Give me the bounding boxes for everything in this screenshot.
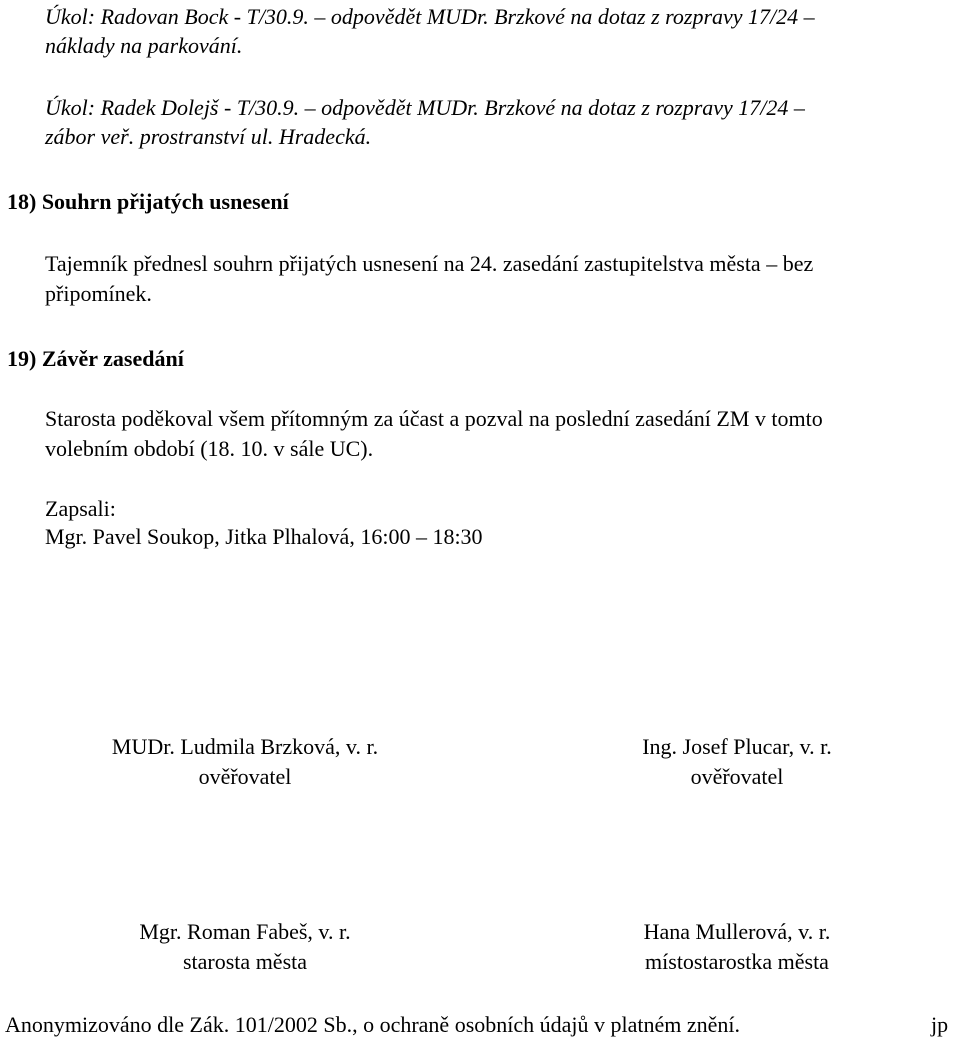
section-18-text-line-2: připomínek. — [45, 281, 152, 306]
signature-role: místostarostka města — [645, 949, 829, 974]
signature-verifier-right — [537, 732, 937, 792]
section-19-text-line-1: Starosta poděkoval všem přítomným za účast a pozval na poslední zasedání ZM v tomto — [45, 406, 823, 431]
footer-initials: jp — [931, 1012, 949, 1037]
signature-name: Mgr. Roman Fabeš, v. r. — [139, 919, 351, 944]
signature-deputy — [537, 917, 937, 977]
signature-mayor — [45, 917, 445, 977]
recorded-by-value: Mgr. Pavel Soukop, Jitka Plhalová, 16:00 – 18:30 — [45, 524, 483, 549]
section-18-text-line-1: Tajemník přednesl souhrn přijatých usnesení na 24. zasedání zastupitelstva města – bez — [45, 251, 814, 276]
signature-role: starosta města — [182, 949, 308, 974]
recorded-by-label: Zapsali: — [45, 496, 116, 521]
signature-verifier-left — [45, 732, 445, 792]
signature-role: ověřovatel — [690, 764, 784, 789]
footer-anonymization-note: Anonymizováno dle Zák. 101/2002 Sb., o ochraně osobních údajů v platném znění. — [5, 1012, 741, 1037]
signature-name: Ing. Josef Plucar, v. r. — [642, 734, 832, 759]
section-18-heading: 18) Souhrn přijatých usnesení — [7, 189, 289, 214]
task-1-line-1: Úkol: Radovan Bock - T/30.9. – odpovědět MUDr. Brzkové na dotaz z rozpravy 17/24 – — [45, 4, 815, 29]
signature-name: MUDr. Ludmila Brzková, v. r. — [111, 734, 379, 759]
section-19-text-line-2: volebním období (18. 10. v sále UC). — [45, 436, 374, 461]
task-1-line-2: náklady na parkování. — [45, 33, 243, 58]
signature-name: Hana Mullerová, v. r. — [643, 919, 831, 944]
section-19-heading: 19) Závěr zasedání — [7, 346, 184, 371]
task-2-line-2: zábor veř. prostranství ul. Hradecká. — [45, 124, 372, 149]
signature-role: ověřovatel — [198, 764, 292, 789]
task-2-line-1: Úkol: Radek Dolejš - T/30.9. – odpovědět MUDr. Brzkové na dotaz z rozpravy 17/24 – — [45, 95, 805, 120]
